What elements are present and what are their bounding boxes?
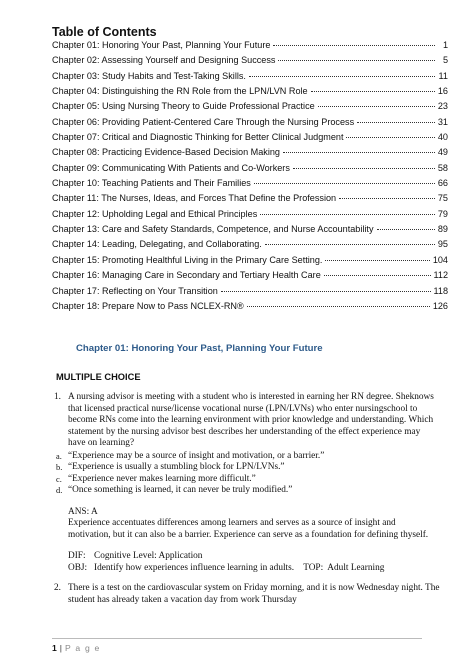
option-text: “Experience is usually a stumbling block for LPN/LVNs.”	[68, 462, 285, 473]
toc-entry[interactable]	[52, 255, 448, 270]
answer-option	[56, 473, 438, 485]
toc-entry-label: Chapter 13: Care and Safety Standards, Competence, and Nurse Accountability	[52, 224, 374, 235]
chapter-heading: Chapter 01: Honoring Your Past, Planning Your Future	[76, 343, 323, 354]
toc-entry-page: 118	[433, 285, 448, 296]
footer-separator: |	[59, 643, 63, 653]
toc-entry-page: 31	[437, 116, 448, 127]
question-number: 2.	[54, 583, 61, 593]
question-1	[54, 392, 438, 575]
toc-entry[interactable]	[52, 239, 448, 254]
option-text: “Experience never makes learning more difficult.”	[68, 473, 256, 484]
toc-entry[interactable]	[52, 132, 448, 147]
toc-entry[interactable]	[52, 209, 448, 224]
toc-entry-page: 16	[437, 86, 448, 97]
option-letter: d.	[56, 486, 63, 496]
toc-leader-dots	[346, 137, 434, 138]
footer-page-label: P a g e	[65, 643, 101, 653]
toc-leader-dots	[318, 106, 435, 107]
obj-key: OBJ:	[68, 562, 88, 573]
toc-entry[interactable]	[52, 224, 448, 239]
toc-leader-dots	[325, 260, 429, 261]
toc-entry[interactable]	[52, 86, 448, 101]
option-letter: c.	[56, 474, 62, 484]
toc-entry-label: Chapter 04: Distinguishing the RN Role from the LPN/LVN Role	[52, 86, 308, 97]
footer-divider	[52, 638, 422, 639]
dif-value: Cognitive Level: Application	[94, 551, 203, 562]
toc-entry-page: 95	[437, 239, 448, 250]
toc-entry-label: Chapter 18: Prepare Now to Pass NCLEX-RN®	[52, 300, 244, 311]
toc-entry-label: Chapter 15: Promoting Healthful Living in the Primary Care Setting.	[52, 254, 323, 265]
answer-explanation: Experience accentuates differences among learners and serves as a source of insight and motivation, but it can also be a barrier. Experience can serve as a foundation for defining thyself.	[68, 518, 429, 540]
toc-entry[interactable]	[52, 163, 448, 178]
option-text: “Experience may be a source of insight and motivation, or a barrier.”	[68, 450, 325, 461]
toc-leader-dots	[265, 244, 435, 245]
toc-entry[interactable]	[52, 40, 448, 55]
toc-leader-dots	[260, 214, 435, 215]
toc-entry-page: 5	[442, 55, 448, 66]
toc-leader-dots	[221, 291, 431, 292]
toc-leader-dots	[357, 122, 435, 123]
toc-leader-dots	[273, 45, 435, 46]
toc-entry[interactable]	[52, 178, 448, 193]
toc-leader-dots	[283, 152, 435, 153]
toc-entry-page: 1	[442, 40, 448, 50]
toc-entry[interactable]	[52, 301, 448, 316]
toc-leader-dots	[293, 168, 435, 169]
option-text: “Once something is learned, it can never be truly modified.”	[68, 485, 293, 496]
toc-entry[interactable]	[52, 55, 448, 70]
toc-entry-label: Chapter 10: Teaching Patients and Their Families	[52, 178, 251, 189]
toc-leader-dots	[339, 198, 435, 199]
toc-leader-dots	[377, 229, 435, 230]
toc-title: Table of Contents	[52, 25, 157, 39]
question-number: 1.	[54, 392, 61, 402]
option-letter: a.	[56, 451, 62, 461]
toc-entry-label: Chapter 09: Communicating With Patients and Co-Workers	[52, 162, 290, 173]
toc-entry[interactable]	[52, 193, 448, 208]
toc-entry-label: Chapter 12: Upholding Legal and Ethical Principles	[52, 208, 258, 219]
obj-value: Identify how experiences influence learning in adults. TOP: Adult Learning	[94, 562, 385, 573]
table-of-contents	[52, 40, 448, 316]
toc-entry-page: 49	[437, 147, 448, 158]
toc-entry-page: 126	[432, 300, 448, 311]
section-heading: MULTIPLE CHOICE	[56, 372, 141, 382]
answer-option	[56, 450, 438, 462]
toc-entry-label: Chapter 06: Providing Patient-Centered Care Through the Nursing Process	[52, 116, 355, 127]
toc-entry-label: Chapter 17: Reflecting on Your Transition	[52, 285, 218, 296]
question-stem: There is a test on the cardiovascular system on Friday morning, and it is now Wednesday night. The student has already taken a vacation day from work Thursday	[68, 583, 440, 605]
toc-entry[interactable]	[52, 270, 448, 285]
answer-option	[56, 485, 438, 496]
toc-entry-label: Chapter 11: The Nurses, Ideas, and Forces That Define the Profession	[52, 193, 337, 204]
toc-leader-dots	[278, 60, 435, 61]
toc-entry-label: Chapter 08: Practicing Evidence-Based Decision Making	[52, 147, 280, 158]
dif-key: DIF:	[68, 551, 86, 562]
toc-entry[interactable]	[52, 286, 448, 301]
toc-entry[interactable]	[52, 71, 448, 86]
toc-entry-page: 104	[432, 254, 448, 265]
toc-entry-page: 23	[437, 101, 448, 112]
toc-entry-page: 79	[437, 208, 448, 219]
option-letter: b.	[56, 463, 63, 473]
toc-entry-page: 112	[433, 270, 448, 281]
toc-entry-page: 89	[437, 224, 448, 235]
toc-leader-dots	[324, 275, 431, 276]
toc-entry-page: 11	[438, 70, 448, 81]
answer-options	[56, 450, 438, 497]
toc-entry-page: 40	[437, 132, 448, 143]
page-footer	[52, 643, 101, 653]
question-stem: A nursing advisor is meeting with a student who is interested in earning her RN degree. Sheknows that licensed practical nurse/license vocational nurse (LPN/LVNs) who enter nursingschool to become RNs come into the learning environment with prior knowledge and understanding. Which statement by the nursing advisor best describes her understanding of the effect experience may have on learning?	[68, 392, 434, 449]
toc-entry[interactable]	[52, 101, 448, 116]
toc-entry-label: Chapter 02: Assessing Yourself and Designing Success	[52, 55, 276, 66]
toc-entry-label: Chapter 01: Honoring Your Past, Planning Your Future	[52, 40, 271, 50]
answer-option	[56, 462, 438, 473]
toc-entry-page: 66	[437, 178, 448, 189]
answer-key: ANS: A	[68, 506, 98, 517]
toc-leader-dots	[254, 183, 435, 184]
toc-entry-label: Chapter 07: Critical and Diagnostic Thinking for Better Clinical Judgment	[52, 132, 344, 143]
toc-entry[interactable]	[52, 117, 448, 132]
toc-leader-dots	[311, 91, 435, 92]
toc-leader-dots	[249, 76, 435, 77]
toc-entry-label: Chapter 05: Using Nursing Theory to Guide Professional Practice	[52, 101, 315, 112]
toc-entry[interactable]	[52, 147, 448, 162]
toc-entry-label: Chapter 16: Managing Care in Secondary and Tertiary Health Care	[52, 270, 321, 281]
toc-entry-page: 58	[437, 162, 448, 173]
question-2	[54, 583, 440, 606]
toc-entry-page: 75	[437, 193, 448, 204]
toc-leader-dots	[247, 306, 430, 307]
footer-page-number: 1	[52, 643, 57, 653]
toc-entry-label: Chapter 14: Leading, Delegating, and Collaborating.	[52, 239, 262, 250]
toc-entry-label: Chapter 03: Study Habits and Test-Taking Skills.	[52, 70, 246, 81]
question-metadata	[68, 551, 438, 574]
